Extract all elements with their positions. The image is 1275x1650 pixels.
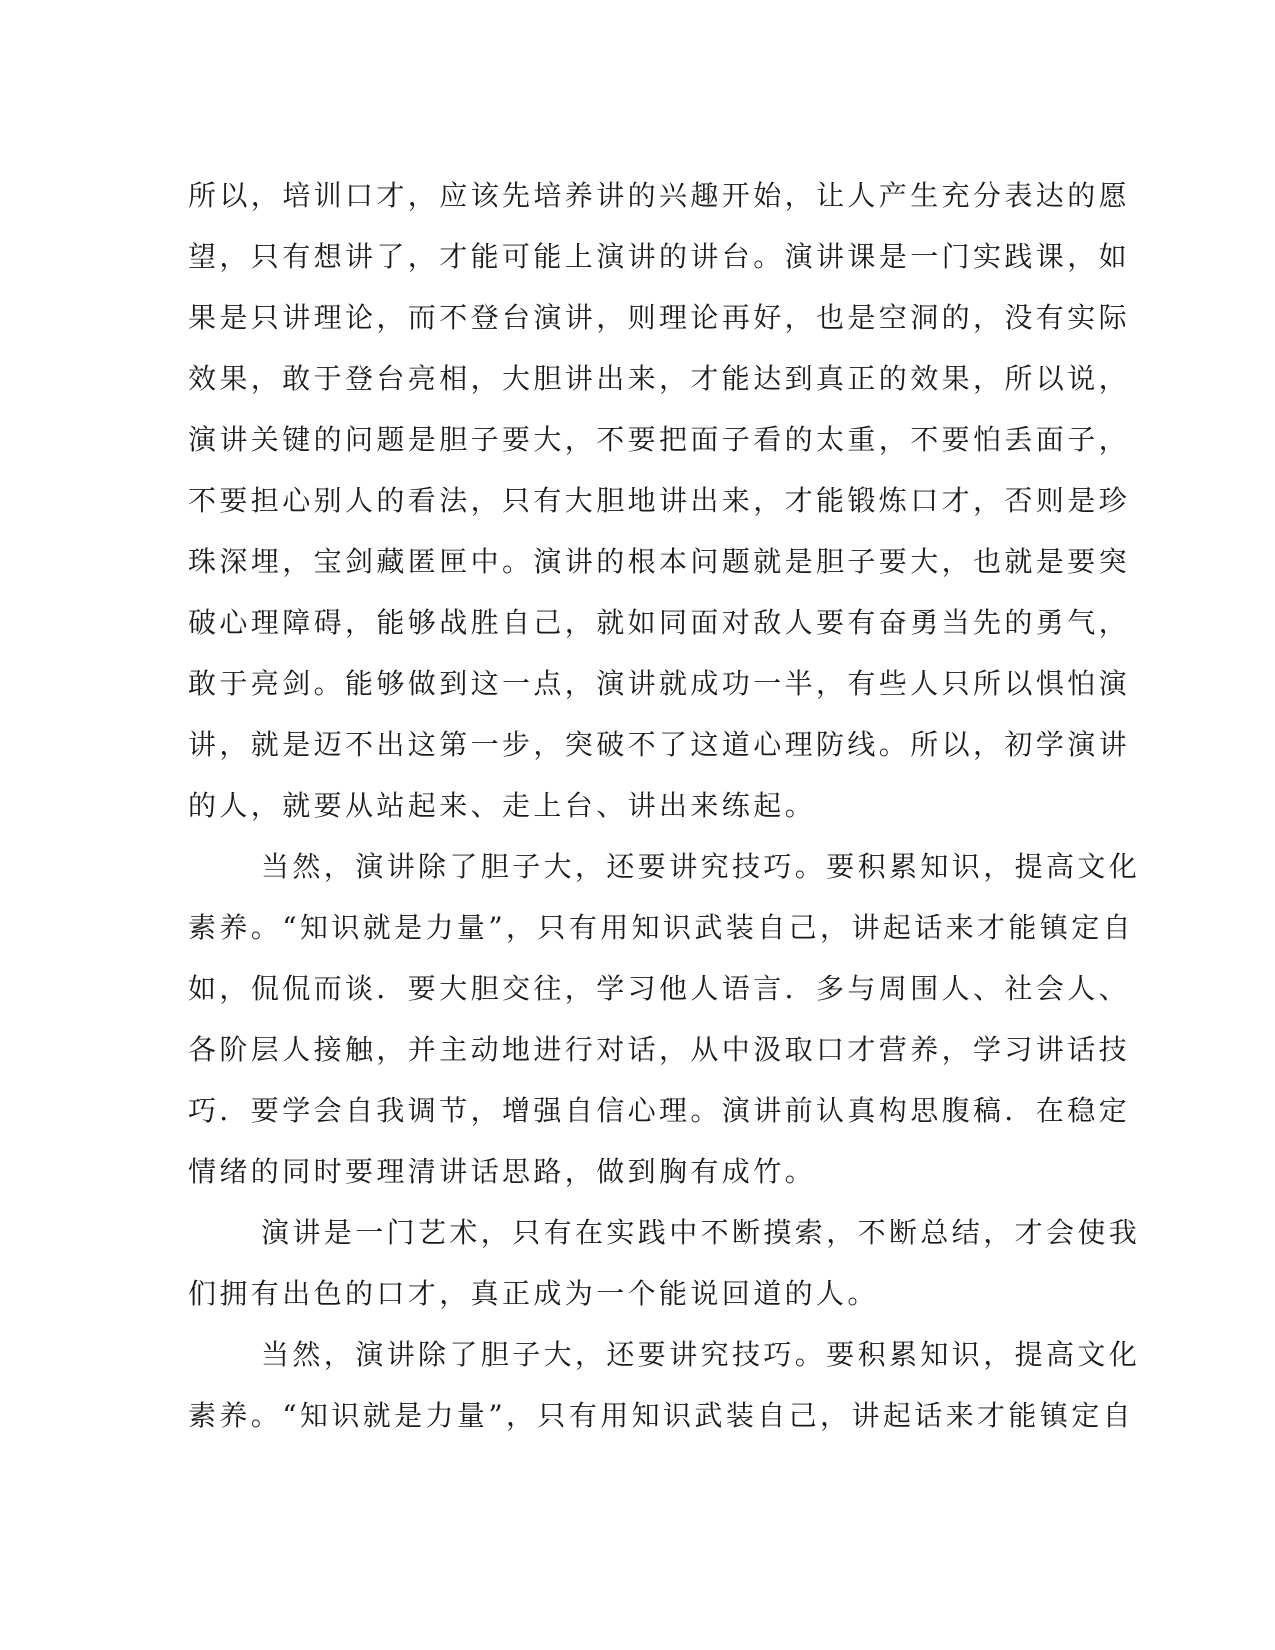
- text-line: 珠深埋，宝剑藏匿匣中。演讲的根本问题就是胆子要大，也就是要突: [188, 545, 1131, 578]
- text-line: 的人，就要从站起来、走上台、讲出来练起。: [188, 789, 817, 822]
- text-line: 各阶层人接触，并主动地进行对话，从中汲取口才营养，学习讲话技: [188, 1033, 1131, 1066]
- text-line: 破心理障碍，能够战胜自己，就如同面对敌人要有奋勇当先的勇气，: [188, 606, 1131, 639]
- text-line: 果是只讲理论，而不登台演讲，则理论再好，也是空洞的，没有实际: [188, 301, 1131, 334]
- text-line: 演讲关键的问题是胆子要大，不要把面子看的太重，不要怕丢面子，: [188, 423, 1131, 456]
- text-line: 敢于亮剑。能够做到这一点，演讲就成功一半，有些人只所以惧怕演: [188, 667, 1131, 700]
- text-line: 所以，培训口才，应该先培养讲的兴趣开始，让人产生充分表达的愿: [188, 179, 1131, 212]
- document-body: [188, 165, 1141, 1446]
- text-line: 望，只有想讲了，才能可能上演讲的讲台。演讲课是一门实践课，如: [188, 240, 1131, 273]
- text-line: 当然，演讲除了胆子大，还要讲究技巧。要积累知识，提高文化: [261, 1338, 1141, 1371]
- text-line: 情绪的同时要理清讲话思路，做到胸有成竹。: [188, 1155, 817, 1188]
- text-line: 如，侃侃而谈．要大胆交往，学习他人语言．多与周围人、社会人、: [188, 972, 1131, 1005]
- text-line: 演讲是一门艺术，只有在实践中不断摸索，不断总结，才会使我: [261, 1216, 1141, 1249]
- text-line: 素养。“知识就是力量”，只有用知识武装自己，讲起话来才能镇定自: [188, 911, 1135, 944]
- text-line: 巧．要学会自我调节，增强自信心理。演讲前认真构思腹稿．在稳定: [188, 1094, 1131, 1127]
- text-line: 不要担心别人的看法，只有大胆地讲出来，才能锻炼口才，否则是珍: [188, 484, 1131, 517]
- text-line: 素养。“知识就是力量”，只有用知识武装自己，讲起话来才能镇定自: [188, 1399, 1135, 1432]
- text-line: 效果，敢于登台亮相，大胆讲出来，才能达到真正的效果，所以说，: [188, 362, 1131, 395]
- text-line: 们拥有出色的口才，真正成为一个能说回道的人。: [188, 1277, 879, 1310]
- text-line: 当然，演讲除了胆子大，还要讲究技巧。要积累知识，提高文化: [261, 850, 1141, 883]
- text-line: 讲，就是迈不出这第一步，突破不了这道心理防线。所以，初学演讲: [188, 728, 1131, 761]
